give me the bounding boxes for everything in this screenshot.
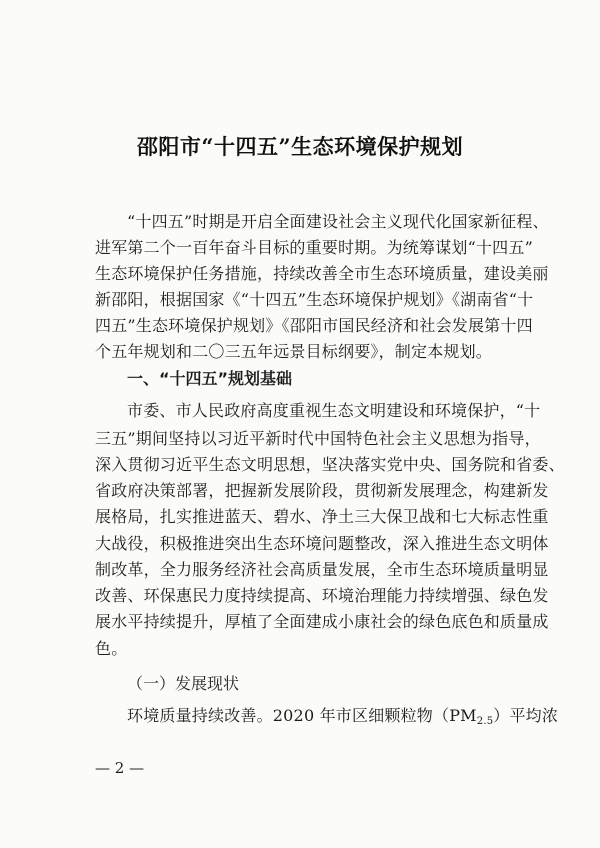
page-number: — 2 —: [95, 759, 145, 777]
document-title: 邵阳市“十四五”生态环境保护规划: [136, 134, 464, 159]
section1-line-4: 省政府决策部署，把握新发展阶段，贯彻新发展理念，构建新发: [95, 481, 549, 500]
intro-line-3: 生态环境保护任务措施，持续改善全市生态环境质量，建设美丽: [95, 264, 549, 283]
section1-line-8: 改善、环保惠民力度持续提高、环境治理能力持续增强、绿色发: [95, 586, 549, 605]
intro-line-2: 进军第二个一百年奋斗目标的重要时期。为统筹谋划“十四五”: [95, 238, 533, 257]
section1-line-7: 制改革，全力服务经济社会高质量发展，全市生态环境质量明显: [95, 560, 549, 579]
subsection-heading: （一）发展现状: [127, 674, 240, 693]
pm-subscript: 2.5: [476, 716, 494, 727]
last-line: [127, 706, 558, 732]
intro-line-5: 四五”生态环境保护规划》《邵阳市国民经济和社会发展第十四: [95, 316, 533, 335]
intro-line-6: 个五年规划和二〇三五年远景目标纲要》，制定本规划。: [95, 342, 493, 361]
section1-line-2: 三五”期间坚持以习近平新时代中国特色社会主义思想为指导，: [95, 429, 541, 448]
section1-line-5: 展格局，扎实推进蓝天、碧水、净土三大保卫战和七大标志性重: [95, 507, 549, 526]
section1-line-3: 深入贯彻习近平生态文明思想，坚决落实党中央、国务院和省委、: [95, 455, 565, 474]
section1-line-9: 展水平持续提升，厚植了全面建成小康社会的绿色底色和质量成: [95, 612, 549, 631]
last-line-prefix: 环境质量持续改善。2020 年市区细颗粒物（PM: [127, 706, 477, 725]
intro-line-1: “十四五”时期是开启全面建设社会主义现代化国家新征程、: [127, 212, 549, 231]
section-heading: 一、“十四五”规划基础: [127, 369, 293, 388]
last-line-suffix: ）平均浓: [493, 706, 559, 725]
section1-line-1: 市委、市人民政府高度重视生态文明建设和环境保护，“十: [127, 401, 541, 420]
section1-line-6: 大战役，积极推进突出生态环境问题整改，深入推进生态文明体: [95, 534, 549, 553]
intro-line-4: 新邵阳，根据国家《“十四五”生态环境保护规划》《湖南省“十: [95, 290, 534, 309]
section1-line-10: 色。: [95, 639, 128, 658]
